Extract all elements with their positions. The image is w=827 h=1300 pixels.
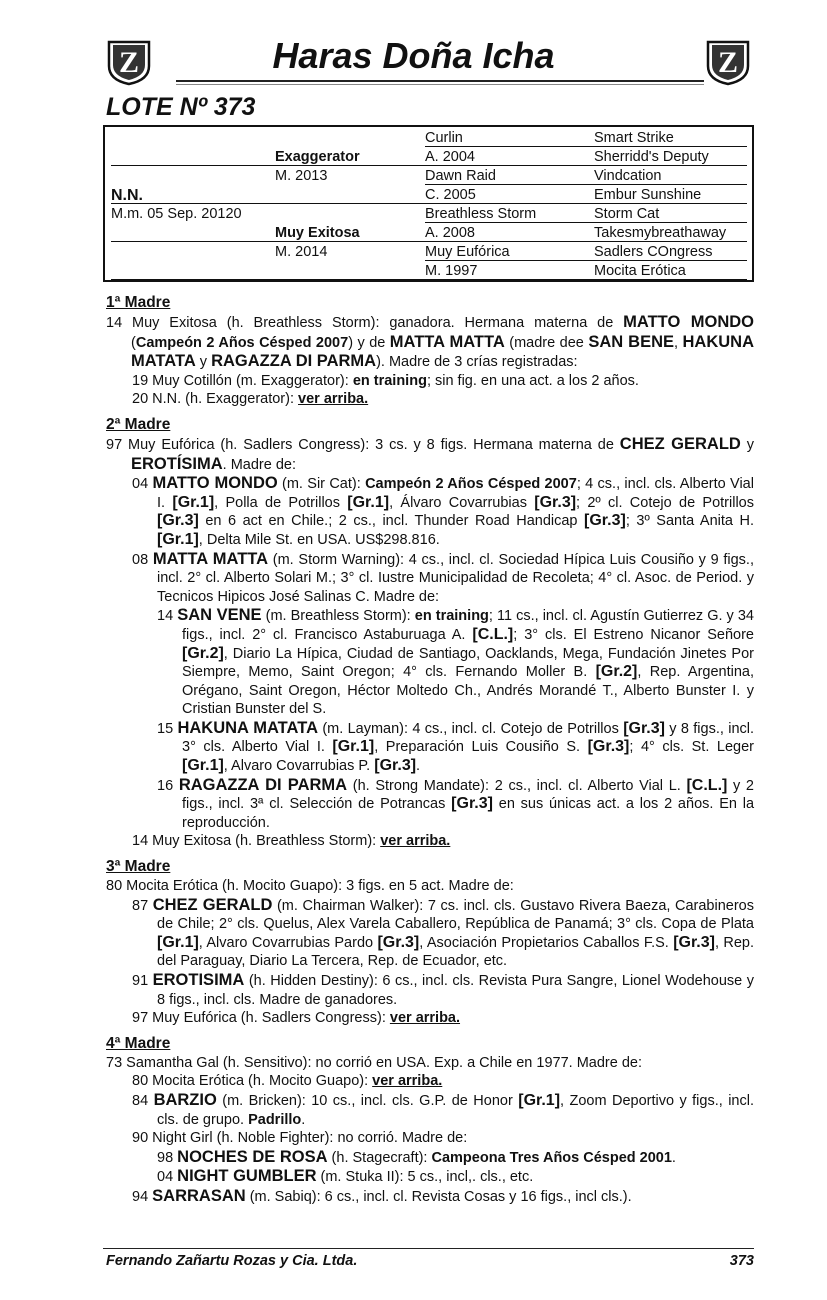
text-span: en 6 act en Chile.; 2 cs., incl. Thunder Road Handicap [198,513,585,530]
grade-badge: [Gr.1] [332,738,375,756]
text-span: (h. Stagecraft): [327,1149,432,1166]
list-item [106,719,754,776]
text-span: , Álvaro Covarrubias [389,494,535,511]
pedigree-line [111,203,747,204]
see-above-ref: ver arriba. [389,1010,461,1027]
horse-name: MATTA MATTA [152,549,269,568]
list-item [106,1129,754,1148]
pedigree-line [425,184,747,185]
list-item [106,313,754,372]
list-item [106,971,754,1009]
status-text: en training [352,372,427,389]
grade-badge: [Gr.1] [347,493,390,511]
text-span: 04 [132,476,153,493]
page-title: Haras Doña Icha [272,35,555,76]
grade-badge: [Gr.3] [673,933,715,951]
list-item [106,1148,754,1168]
text-span: , Rep. del Paraguay, Diario La Tercera, Rep. de Ecuador, etc. [157,934,755,970]
text-span: ; 4 cs., incl. cls. Alberto Vial I. [157,476,754,511]
page-number: 373 [729,1253,754,1269]
pedigree-cell: C. 2005 [425,187,476,203]
text-span: 90 Night Girl (h. Noble Fighter): no corrió. Madre de: [132,1130,468,1147]
text-span: , Delta Mile St. en USA. US$298.816. [198,531,440,548]
pedigree-line [111,241,747,242]
list-item [106,832,754,851]
horse-name: SAN VENE [177,606,262,625]
horse-name: MATTO MONDO [623,313,754,331]
list-item [106,896,754,971]
see-above-ref: ver arriba. [298,391,369,408]
pedigree-sire: Exaggerator [275,149,360,165]
text-span: 14 Muy Exitosa (h. Breathless Storm): [132,833,381,850]
horse-name: RAGAZZA DI PARMA [211,352,377,371]
list-item [106,372,754,391]
text-span: ; 2º cl. Cotejo de Potrillos [576,494,754,511]
text-span: 80 Mocita Erótica (h. Mocito Guapo): 3 figs. en 5 act. Madre de: [106,878,514,895]
grade-badge: [Gr.3] [377,933,420,951]
horse-name: NIGHT GUMBLER [177,1167,317,1186]
pedigree-cell: Vindcation [594,168,662,184]
footer-divider [103,1248,754,1249]
award-text: Campeona Tres Años Césped 2001 [431,1149,672,1166]
text-span: , Diario La Hípica, Ciudad de Santiago, Oacklands, Mega, Fundación Jinetes Por Siempre, Memo, Saint Oregon; 4° cls. Fernando Moller B. [182,645,754,681]
text-span: 04 [157,1169,178,1186]
text-span: ; 4° cls. St. Leger [629,739,754,756]
text-span: ; 3° cls. El Estreno Nicanor Señore [513,626,754,643]
text-span: 19 Muy Cotillón (m. Exaggerator): [132,372,353,389]
text-span: 87 [132,897,153,914]
text-span: , Polla de Potrillos [214,494,348,511]
pedigree-cell: A. 2004 [425,149,475,165]
text-span: (m. Stuka II): 5 cs., incl,. cls., etc. [316,1169,534,1186]
text-span: 98 [157,1149,178,1166]
list-item [106,435,754,474]
horse-name: CHEZ GERALD [152,895,273,914]
lot-title: LOTE Nº 373 [106,93,256,121]
list-item [106,1009,754,1028]
grade-badge: [Gr.2] [182,644,224,662]
text-span: ; 11 cs., incl. cl. Agustín Gutierrez G. y 34 figs., incl. 2° cl. Francisco Astaburuaga A. [182,608,754,643]
logo-letter: Z [118,46,140,79]
pedigree-cell: Smart Strike [594,130,674,146]
text-span: ) y de [348,334,390,351]
pedigree-line [425,222,747,223]
list-item [106,606,754,719]
text-span: , Alvaro Covarrubias P. [223,758,375,775]
pedigree-cell: M. 2014 [275,244,328,260]
list-item [106,877,754,896]
text-span: y 2 figs., incl. 3ª cl. Selección de Potrancas [182,777,755,813]
grade-badge: [C.L.] [472,625,514,643]
grade-badge: [Gr.3] [374,757,417,775]
section-title-4th-dam: 4ª Madre [106,1034,171,1052]
see-above-ref: ver arriba. [372,1073,443,1090]
list-item [106,776,754,833]
pedigree-cell: M. 1997 [425,263,478,279]
horse-name: BARZIO [153,1090,217,1109]
text-span: ). Madre de 3 crías registradas: [376,354,578,371]
horse-name: HAKUNA MATATA [131,332,755,371]
text-span: 80 Mocita Erótica (h. Mocito Guapo): [132,1073,373,1090]
pedigree-line [111,279,747,280]
text-span: ( [131,334,136,351]
text-span: 97 Muy Eufórica (h. Sadlers Congress): 3 cs. y 8 figs. Hermana materna de [106,436,620,453]
text-span: (h. Hidden Destiny): 6 cs., incl. cls. Revista Pura Sangre, Lionel Wodehouse y 8 figs., incl. cls. Madre de ganadores. [157,973,754,1008]
grade-badge: [Gr.1] [182,757,224,775]
text-span: 91 [132,973,153,989]
see-above-ref: ver arriba. [380,833,451,850]
horse-name: MATTO MONDO [152,474,278,493]
grade-badge: [Gr.3] [584,512,626,530]
pedigree-cell: Embur Sunshine [594,187,702,203]
text-span: (h. Strong Mandate): 2 cs., incl. cl. Alberto Vial L. [347,777,687,794]
horse-name: HAKUNA MATATA [177,718,318,737]
grade-badge: [Gr.1] [518,1091,561,1109]
list-item [106,1054,754,1073]
text-span: 14 [157,608,178,625]
list-item [106,1187,754,1207]
text-span: , Zoom Deportivo y figs., incl. cls. de grupo. [157,1092,754,1128]
horse-name: EROTÍSIMA [131,454,223,473]
grade-badge: [C.L.] [686,776,728,794]
pedigree-line [111,165,747,166]
pedigree-subject: N.N. [111,187,143,204]
grade-badge: [Gr.3] [587,738,630,756]
text-span: , Preparación Luis Cousiño S. [374,739,588,756]
grade-badge: [Gr.1] [157,530,199,548]
text-span: (m. Sabiq): 6 cs., incl. cl. Revista Cosas y 16 figs., incl cls.). [245,1188,632,1205]
text-span: 08 [132,551,153,568]
text-span: 16 [157,777,179,794]
text-span: (m. Sir Cat): [277,476,366,493]
pedigree-cell: Curlin [425,130,463,146]
horse-name: SAN BENE [588,332,675,351]
text-span: 15 [157,720,178,737]
text-span: ; sin fig. en una act. a los 2 años. [426,372,639,389]
list-item [106,550,754,607]
pedigree-line [425,146,747,147]
text-span: (m. Bricken): 10 cs., incl. cls. G.P. de Honor [216,1092,519,1109]
text-span: 97 Muy Eufórica (h. Sadlers Congress): [132,1010,390,1027]
text-span: 94 [132,1188,153,1205]
text-span: ; 3º Santa Anita H. [625,513,754,530]
pedigree-line [425,260,747,261]
pedigree-cell: Sadlers COngress [594,244,713,260]
text-span: , [674,334,683,351]
status-text: Padrillo [248,1111,302,1128]
list-item [106,1167,754,1187]
horse-name: CHEZ GERALD [619,434,741,453]
horse-name: MATTA MATTA [389,332,505,351]
text-span: (madre dee [504,334,589,351]
text-span: y [195,354,212,371]
pedigree-cell: Takesmybreathaway [594,225,727,241]
award-text: Campeón 2 Años Césped 2007 [135,334,349,351]
text-span: (m. Breathless Storm): [261,608,415,625]
text-span: 73 Samantha Gal (h. Sensitivo): no corrió en USA. Exp. a Chile en 1977. Madre de: [106,1054,642,1071]
list-item [106,1072,754,1091]
horse-name: RAGAZZA DI PARMA [178,775,348,794]
grade-badge: [Gr.1] [157,933,199,951]
grade-badge: [Gr.1] [172,493,215,511]
text-span: 84 [132,1092,154,1109]
grade-badge: [Gr.2] [595,663,638,681]
text-span: . Madre de: [222,456,297,473]
text-span: . [416,758,421,775]
text-span: 20 N.N. (h. Exaggerator): [132,391,299,408]
horse-name: SARRASAN [152,1186,246,1205]
pedigree-cell: Storm Cat [594,206,660,222]
header-divider-thin [176,84,704,85]
text-span: y [740,436,754,453]
text-span: (m. Storm Warning): 4 cs., incl. cl. Sociedad Hípica Luis Cousiño y 9 figs., incl. 2° cl. Alberto Solari M.; 3° cl. Iustre Municipalidad de Recoleta; 4° cl. Asoc. de Period. y Tecnicos Hipicos José Salinas C. Madre de: [157,551,754,605]
pedigree-cell: M. 2013 [275,168,328,184]
list-item [106,474,754,549]
grade-badge: [Gr.3] [451,795,493,813]
list-item [106,1091,754,1129]
pedigree-dam: Muy Exitosa [275,225,360,241]
text-span: . [301,1111,306,1128]
text-span: , Alvaro Covarrubias Pardo [198,934,378,951]
pedigree-cell: Breathless Storm [425,206,537,222]
text-span: , Rep. Argentina, Orégano, Saint Oregon, Héctor Moltedo Ch., Andrés Morandé T., Alberto Bunster I. y Cristian Bunster del S. [182,664,755,718]
text-span: y 8 figs., incl. 3° cls. Alberto Vial I. [182,720,755,756]
horse-name: EROTISIMA [152,971,245,989]
pedigree-cell: Mocita Erótica [594,263,686,279]
produce-record [106,293,754,1207]
text-span: 14 Muy Exitosa (h. Breathless Storm): ganadora. Hermana materna de [106,315,624,331]
pedigree-cell: Muy Eufórica [425,244,510,260]
logo-letter: Z [717,46,739,79]
grade-badge: [Gr.3] [534,493,577,511]
grade-badge: [Gr.3] [157,512,199,530]
status-text: en training [414,608,489,625]
text-span: , Asociación Propietarios Caballos F.S. [419,934,674,951]
pedigree-cell: M.m. 05 Sep. 20120 [111,206,242,222]
grade-badge: [Gr.3] [623,719,665,737]
pedigree-cell: A. 2008 [425,225,475,241]
horse-name: NOCHES DE ROSA [177,1147,328,1166]
section-title-3rd-dam: 3ª Madre [106,858,171,876]
pedigree-cell: Sherridd's Deputy [594,149,709,165]
section-title-2nd-dam: 2ª Madre [106,415,171,433]
text-span: (m. Layman): 4 cs., incl. cl. Cotejo de Potrillos [318,720,624,737]
award-text: Campeón 2 Años Césped 2007 [365,476,577,493]
list-item [106,390,754,409]
pedigree-cell: Dawn Raid [425,168,496,184]
text-span: . [671,1149,676,1166]
section-title-1st-dam: 1ª Madre [106,294,171,311]
text-span: (m. Chairman Walker): 7 cs. incl. cls. Gustavo Rivera Baeza, Carabineros de Chile; 2° cls. Quelus, Alex Varela Caballero, República de Panamá; 3° cls. Copa de Plata [157,897,754,933]
header-divider [176,80,704,82]
text-span: en sus únicas act. a los 2 años. En la reproducción. [182,796,755,831]
footer-company: Fernando Zañartu Rozas y Cia. Ltda. [106,1253,358,1269]
pedigree-table [103,125,754,282]
